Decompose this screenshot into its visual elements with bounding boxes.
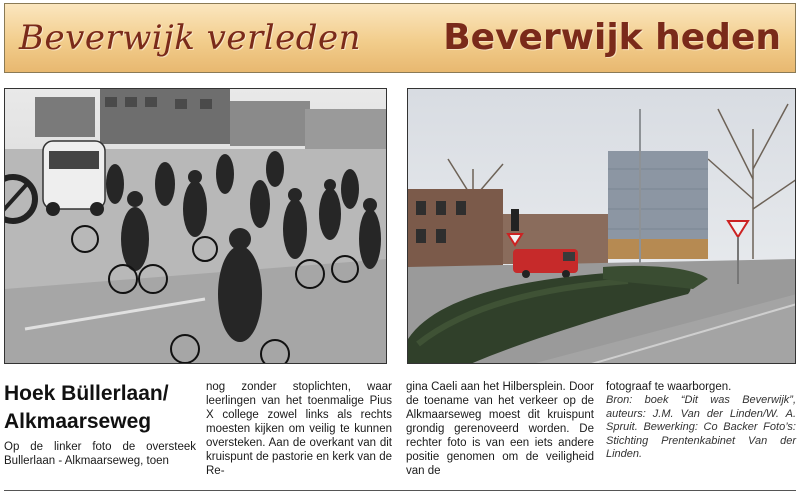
article-column-1 [4, 440, 196, 468]
article-column-4 [606, 380, 796, 462]
column-4-text: fotograaf te waarborgen. [606, 381, 732, 393]
headline-line-1: Hoek Büllerlaan/ [4, 382, 169, 405]
article-column-2 [206, 380, 392, 478]
historic-photo [4, 88, 387, 364]
photo-credit: Bron: boek “Dit was Beverwijk”, auteurs: J.M. Van der Linden/W. A. Spruit. Bewerking: Co Backer Foto’s: Stichting Prentenkabinet Van der Linden. [606, 394, 796, 460]
headline-line-2: Alkmaarseweg [4, 410, 152, 433]
bottom-divider [4, 490, 796, 491]
title-past: Beverwijk verleden [19, 18, 361, 58]
present-photo [407, 88, 796, 364]
header-banner [4, 3, 796, 73]
article-headline [4, 380, 200, 436]
column-3-text: gina Caeli aan het Hilbersplein. Door de toename van het verkeer op de Alkmaarseweg moest dit kruispunt grondig gerenoveerd worden. De rechter foto is van een iets andere positie genomen om de veiligheid van de [406, 381, 594, 477]
column-2-text: nog zonder stoplichten, waar leerlingen van het toenmalige Pius X college zowel links als rechts moesten kijken om veilig te kunnen oversteken. Aan de overkant van dit kruispunt de pastorie en kerk van de Re- [206, 381, 392, 477]
column-1-text: Op de linker foto de oversteek Bullerlaan - Alkmaarseweg, toen [4, 441, 196, 467]
article-column-3 [406, 380, 594, 478]
title-present: Beverwijk heden [443, 17, 781, 58]
